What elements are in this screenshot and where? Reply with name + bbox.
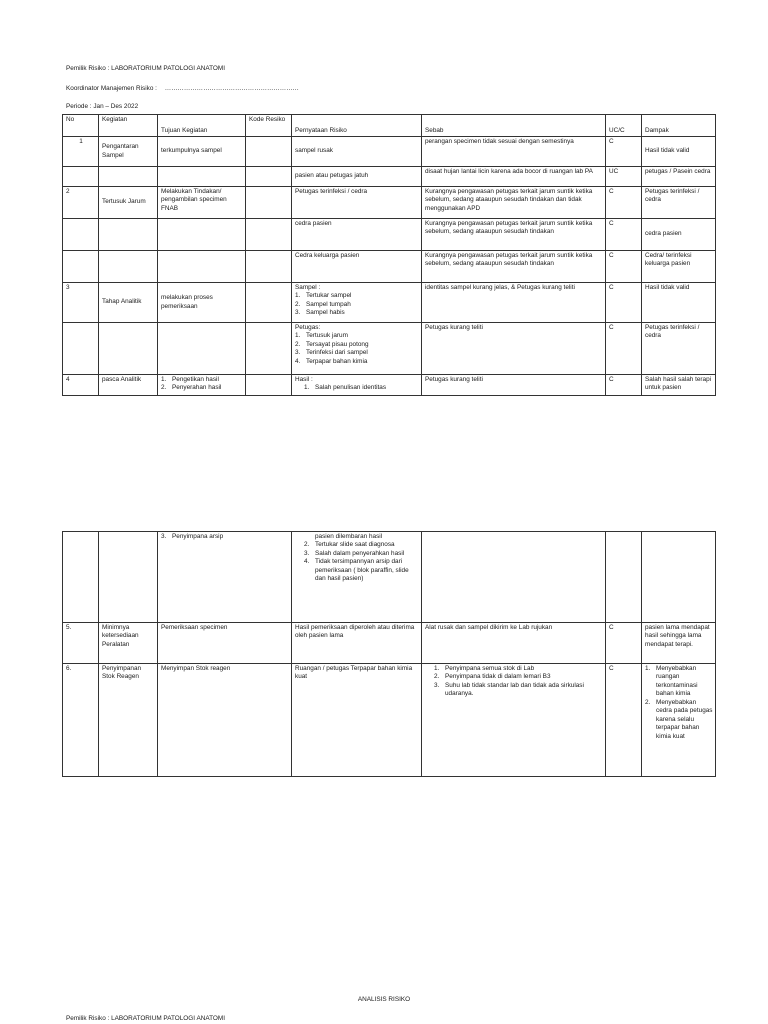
cell-pernyataan: Petugas terinfeksi / cedra (292, 187, 422, 219)
cell-dampak: Cedra/ terinfeksi keluarga pasien (642, 251, 716, 283)
cell-dampak: pasien lama mendapat hasil sehingga lama mendapat terapi. (642, 623, 716, 664)
cell-no: 1 (63, 137, 99, 167)
cell-tujuan: Melakukan Tindakan/ pengambilan specimen FNAB (158, 187, 246, 219)
table-row (63, 283, 716, 323)
table-row (63, 532, 716, 623)
list-item: 2. Tersayat pisau potong (295, 340, 369, 348)
pernyataan-continued: pasien dilembaran hasil (315, 533, 383, 540)
coordinator-dots: ……………………………………………………… (164, 85, 299, 92)
cell-sebab (422, 664, 606, 777)
cell-pernyataan: sampel rusak (292, 137, 422, 167)
cell-no: 6. (63, 664, 99, 777)
cell-pernyataan (292, 283, 422, 323)
cell-sebab: Alat rusak dan sampel dikirim ke Lab rujukan (422, 623, 606, 664)
cell-tujuan: Pemeriksaan specimen (158, 623, 292, 664)
list-item: 1. Pengetikan hasil (161, 376, 219, 383)
cell-tujuan: melakukan proses pemeriksaan (158, 283, 246, 323)
col-header: Pernyataan Risiko (292, 115, 422, 137)
cell-ucc: C (606, 375, 642, 396)
risk-owner: Pemilik Risiko : LABORATORIUM PATOLOGI ANATOMI (66, 65, 225, 72)
sebab-list (425, 665, 603, 699)
tujuan-list (161, 376, 243, 393)
cell-dampak: cedra pasien (642, 219, 716, 251)
cell-kegiatan: Penyimpanan Stok Reagen (99, 664, 158, 777)
table-row (63, 219, 716, 251)
table-row (63, 167, 716, 187)
cell-dampak: petugas / Pasein cedra (642, 167, 716, 187)
col-header: Kegiatan (99, 115, 158, 137)
table-header-row (63, 115, 716, 137)
cell-pernyataan: Hasil pemeriksaan diperoleh atau diterima oleh pasien lama (292, 623, 422, 664)
col-header: UC/C (606, 115, 642, 137)
cell-kode (246, 137, 292, 167)
cell-no: 3 (63, 283, 99, 323)
cell-kode (246, 375, 292, 396)
pernyataan-list (295, 384, 419, 392)
cell-sebab: Kurangnya pengawasan petugas terkait jarum suntik ketika sebelum, sedang ataaupun sesudah tindakan (422, 251, 606, 283)
cell-ucc: C (606, 664, 642, 777)
cell-dampak (642, 664, 716, 777)
list-item: 2. Sampel tumpah (295, 300, 351, 308)
col-header: No (63, 115, 99, 137)
footer-risk-owner: Pemilik Risiko : LABORATORIUM PATOLOGI ANATOMI (66, 1015, 225, 1022)
table-row (63, 623, 716, 664)
cell-ucc: UC (606, 167, 642, 187)
col-header: Sebab (422, 115, 606, 137)
cell-kode (246, 283, 292, 323)
cell-sebab: disaat hujan lantai licin karena ada bocor di ruangan lab PA (422, 167, 606, 187)
list-item: 3. Penyimpana arsip (161, 533, 224, 540)
table-row (63, 187, 716, 219)
table-row (63, 664, 716, 777)
cell-ucc: C (606, 283, 642, 323)
cell-sebab: Kurangnya pengawasan petugas terkait jarum suntik ketika sebelum, sedang ataaupun sesudah tindakan dan tidak menggunakan APD (422, 187, 606, 219)
pernyataan-title: Sampel : (295, 284, 321, 291)
table-row (63, 137, 716, 167)
cell-kegiatan: Minimnya ketersediaan Peralatan (99, 623, 158, 664)
footer-title: ANALISIS RISIKO (357, 996, 411, 1003)
risk-coordinator (66, 85, 299, 93)
cell-dampak: Hasil tidak valid (642, 137, 716, 167)
risk-table-continued (62, 531, 716, 777)
table-row (63, 323, 716, 375)
list-item: 2. Penyerahan hasil (161, 384, 222, 392)
coordinator-label: Koordinator Manajemen Risiko : (66, 85, 157, 92)
cell-no: 4 (63, 375, 99, 396)
list-item: 3. Terinfeksi dari sampel (295, 349, 368, 357)
list-item: 3. Salah dalam penyerahkan hasil (304, 549, 405, 557)
cell-ucc: C (606, 219, 642, 251)
pernyataan-list (295, 541, 419, 583)
cell-dampak: Petugas terinfeksi / cedra (642, 187, 716, 219)
cell-tujuan: Menyimpan Stok reagen (158, 664, 292, 777)
cell-kegiatan: Pengantaran Sampel (99, 137, 158, 167)
cell-pernyataan: pasien atau petugas jatuh (292, 167, 422, 187)
cell-sebab: Petugas kurang teliti (422, 323, 606, 375)
cell-pernyataan: cedra pasien (292, 219, 422, 251)
list-item: 1. Menyebabkan ruangan terkontaminasi bahan kimia (645, 665, 698, 698)
list-item: 3. Suhu lab tidak standar lab dan tidak ada sirkulasi udaranya. (434, 681, 584, 698)
cell-pernyataan (292, 532, 422, 623)
pernyataan-list (295, 332, 419, 366)
cell-pernyataan: Ruangan / petugas Terpapar bahan kimia kuat (292, 664, 422, 777)
cell-ucc: C (606, 623, 642, 664)
cell-sebab: perangan specimen tidak sesuai dengan semestinya (422, 137, 606, 167)
cell-dampak: Salah hasil salah terapi untuk pasien (642, 375, 716, 396)
list-item: 2. Penyimpana tidak di dalam lemari B3 (434, 673, 551, 681)
dampak-list (645, 665, 713, 741)
cell-sebab: identitas sampel kurang jelas, & Petugas kurang teliti (422, 283, 606, 323)
list-item: 1. Penyimpana semua stok di Lab (434, 665, 535, 672)
cell-tujuan (158, 375, 246, 396)
list-item: 2. Menyebabkan cedra pada petugas karena selalu terpapar bahan kimia kuat (645, 698, 713, 740)
list-item: 1. Tertukar sampel (295, 292, 352, 300)
cell-pernyataan: Cedra keluarga pasien (292, 251, 422, 283)
pernyataan-title: Hasil : (295, 376, 313, 383)
risk-table (62, 114, 716, 396)
list-item: 4. Tidak tersimpannyan arsip dari pemeriksaan ( blok paraffin, slide dan hasil pasien) (304, 558, 409, 583)
pernyataan-title: Petugas: (295, 324, 321, 331)
table-row (63, 251, 716, 283)
cell-pernyataan (292, 323, 422, 375)
col-header: Dampak (642, 115, 716, 137)
cell-tujuan (158, 532, 292, 623)
cell-ucc: C (606, 323, 642, 375)
list-item: 3. Sampel habis (295, 309, 345, 317)
cell-tujuan: terkumpulnya sampel (158, 137, 246, 167)
cell-no: 5. (63, 623, 99, 664)
cell-kegiatan: Tertusuk Jarum (99, 187, 158, 219)
cell-dampak: Petugas terinfeksi / cedra (642, 323, 716, 375)
cell-no: 2 (63, 187, 99, 219)
period: Periode : Jan – Des 2022 (66, 103, 139, 110)
list-item: 2. Tertukar slide saat diagnosa (304, 541, 395, 549)
list-item: 1. Tertusuk jarum (295, 332, 348, 340)
cell-sebab: Petugas kurang teliti (422, 375, 606, 396)
cell-kode (246, 187, 292, 219)
cell-kegiatan: Tahap Analitik (99, 283, 158, 323)
col-header: Tujuan Kegiatan (158, 115, 246, 137)
cell-dampak: Hasil tidak valid (642, 283, 716, 323)
list-item: 1. Salah penulisan identitas (304, 384, 387, 392)
col-header: Kode Resiko (246, 115, 292, 137)
cell-ucc: C (606, 137, 642, 167)
tujuan-list (161, 533, 289, 541)
list-item: 4. Terpapar bahan kimia (295, 357, 368, 365)
table-row (63, 375, 716, 396)
cell-ucc: C (606, 251, 642, 283)
pernyataan-list (295, 292, 419, 317)
cell-sebab: Kurangnya pengawasan petugas terkait jarum suntik ketika sebelum, sedang ataaupun sesudah tindakan (422, 219, 606, 251)
cell-pernyataan (292, 375, 422, 396)
cell-kegiatan: pasca Analitik (99, 375, 158, 396)
cell-ucc: C (606, 187, 642, 219)
